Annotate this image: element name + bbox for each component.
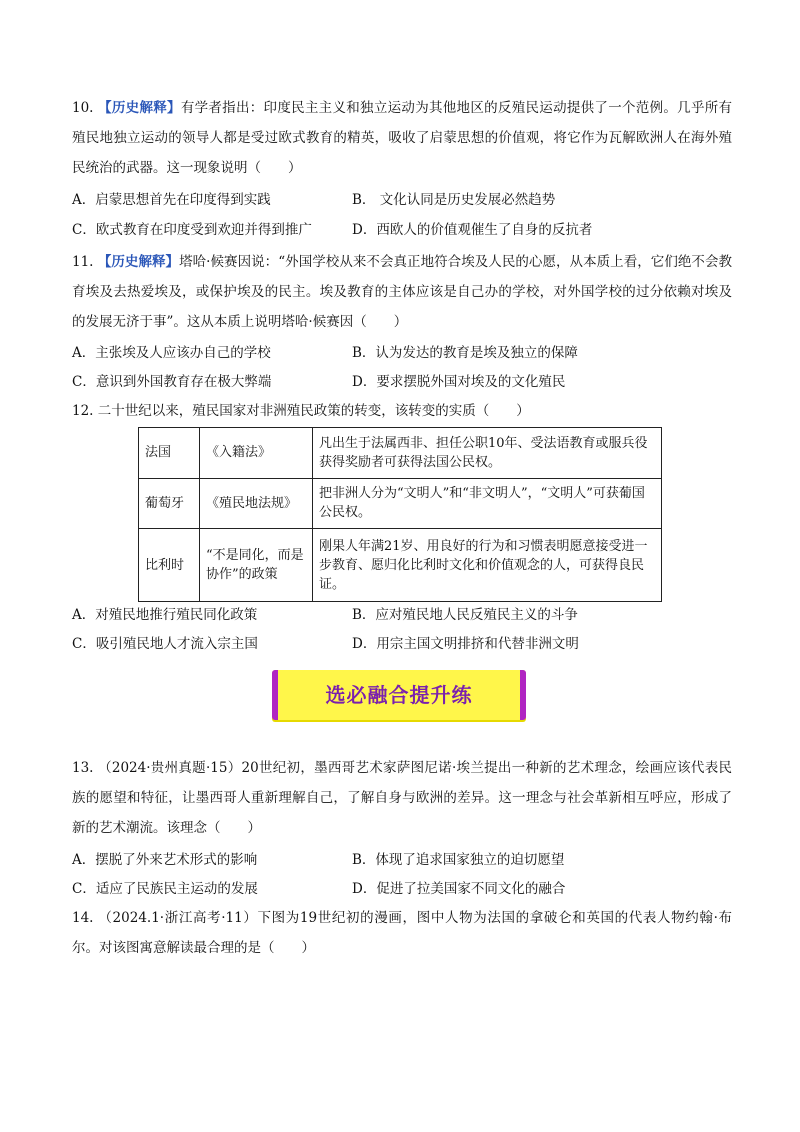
question-14 bbox=[72, 903, 732, 963]
option-b[interactable]: B．应对殖民地人民反殖民主义的斗争 bbox=[352, 607, 578, 623]
question-10 bbox=[72, 93, 732, 183]
question-tag: 【历史解释】 bbox=[98, 100, 181, 116]
table-cell-policy: 《入籍法》 bbox=[200, 428, 313, 479]
option-d[interactable]: D．要求摆脱外国对埃及的文化殖民 bbox=[352, 374, 566, 390]
option-c[interactable]: C．适应了民族民主运动的发展 bbox=[72, 881, 258, 897]
question-number: 10. bbox=[72, 100, 94, 116]
option-c[interactable]: C．意识到外国教育存在极大弊端 bbox=[72, 374, 272, 390]
question-11 bbox=[72, 247, 732, 337]
table-cell-content: 凡出生于法属西非、担任公职10年、受法语教育或服兵役获得奖励者可获得法国公民权。 bbox=[313, 428, 662, 479]
option-b[interactable]: B．认为发达的教育是埃及独立的保障 bbox=[352, 345, 578, 361]
question-number: 11. bbox=[72, 254, 94, 270]
colonial-policy-table bbox=[138, 427, 662, 602]
question-stem: 塔哈·候赛因说：“外国学校从来不会真正地符合埃及人民的心愿，从本质上看，它们绝不会教育埃及去热爱埃及，或保护埃及的民主。埃及教育的主体应该是自己办的学校，对外国学校的过分依赖对埃及的发展无济于事”。这从本质上说明塔哈·候赛因（ ） bbox=[72, 254, 733, 330]
question-tag: 【历史解释】 bbox=[97, 254, 180, 270]
question-stem: 二十世纪以来，殖民国家对非洲殖民政策的转变，该转变的实质（ ） bbox=[97, 403, 530, 419]
table-cell-country: 葡萄牙 bbox=[139, 478, 200, 529]
table-cell-policy: 《殖民地法规》 bbox=[200, 478, 313, 529]
option-d[interactable]: D．用宗主国文明排挤和代替非洲文明 bbox=[352, 636, 579, 652]
option-a[interactable]: A．对殖民地推行殖民同化政策 bbox=[72, 607, 258, 623]
question-12 bbox=[72, 396, 732, 426]
question-number: 13. bbox=[72, 760, 94, 776]
section-banner bbox=[272, 670, 526, 720]
option-a[interactable]: A．启蒙思想首先在印度得到实践 bbox=[72, 192, 271, 208]
question-stem: （2024.1·浙江高考·11）下图为19世纪初的漫画，图中人物为法国的拿破仑和英国的代表人物约翰·布尔。对该图寓意解读最合理的是（ ） bbox=[72, 910, 733, 956]
question-13 bbox=[72, 753, 732, 843]
question-number: 14. bbox=[72, 910, 94, 926]
option-d[interactable]: D．西欧人的价值观催生了自身的反抗者 bbox=[352, 222, 593, 238]
option-c[interactable]: C．欧式教育在印度受到欢迎并得到推广 bbox=[72, 222, 312, 238]
option-c[interactable]: C．吸引殖民地人才流入宗主国 bbox=[72, 636, 258, 652]
table-cell-policy: “不是同化，而是协作”的政策 bbox=[200, 529, 313, 602]
table-cell-content: 把非洲人分为“文明人”和“非文明人”，“文明人”可获葡国公民权。 bbox=[313, 478, 662, 529]
table-row bbox=[139, 428, 662, 479]
option-b[interactable]: B． 文化认同是历史发展必然趋势 bbox=[352, 192, 556, 208]
banner-title: 选必融合提升练 bbox=[325, 683, 473, 707]
question-stem: 有学者指出：印度民主主义和独立运动为其他地区的反殖民运动提供了一个范例。几乎所有殖民地独立运动的领导人都是受过欧式教育的精英，吸收了启蒙思想的价值观，将它作为瓦解欧洲人在海外殖民统治的武器。这一现象说明（ ） bbox=[72, 100, 733, 176]
option-a[interactable]: A．主张埃及人应该办自己的学校 bbox=[72, 345, 271, 361]
table-cell-country: 比利时 bbox=[139, 529, 200, 602]
option-a[interactable]: A．摆脱了外来艺术形式的影响 bbox=[72, 852, 258, 868]
table-row bbox=[139, 529, 662, 602]
option-d[interactable]: D．促进了拉美国家不同文化的融合 bbox=[352, 881, 566, 897]
table-row bbox=[139, 478, 662, 529]
option-b[interactable]: B．体现了追求国家独立的迫切愿望 bbox=[352, 852, 565, 868]
question-stem: （2024·贵州真题·15）20世纪初，墨西哥艺术家萨图尼诺·埃兰提出一种新的艺术理念，绘画应该代表民族的愿望和特征，让墨西哥人重新理解自己，了解自身与欧洲的差异。这一理念与社会革新相互呼应，形成了新的艺术潮流。该理念（ ） bbox=[72, 760, 733, 836]
question-number: 12. bbox=[72, 403, 94, 419]
table-cell-country: 法国 bbox=[139, 428, 200, 479]
table-cell-content: 刚果人年满21岁、用良好的行为和习惯表明愿意接受进一步教育、愿归化比利时文化和价值观念的人，可获得良民证。 bbox=[313, 529, 662, 602]
